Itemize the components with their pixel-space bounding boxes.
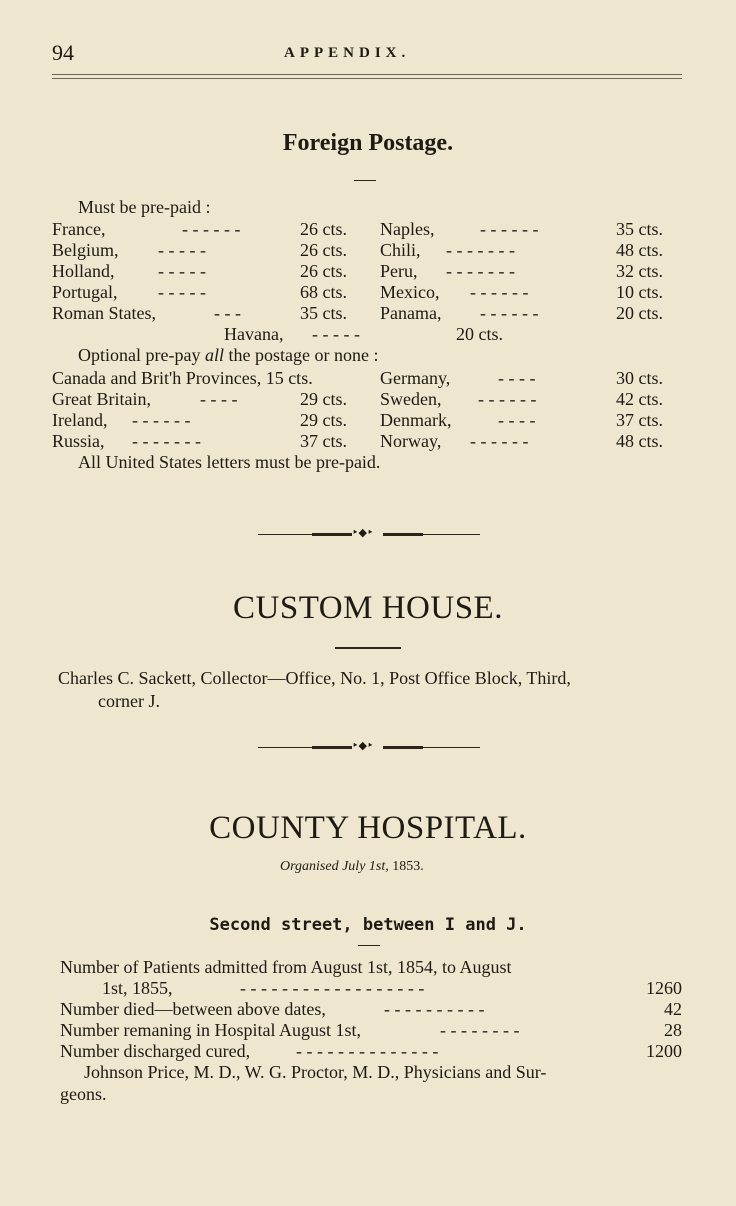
- price: 37 cts.: [616, 410, 663, 430]
- country: Mexico,: [380, 282, 440, 302]
- leaders: - - - -: [498, 368, 536, 388]
- price: 26 cts.: [300, 219, 347, 239]
- country: France,: [52, 219, 106, 239]
- price: 68 cts.: [300, 282, 347, 302]
- country: Naples,: [380, 219, 435, 239]
- price: 42 cts.: [616, 389, 663, 409]
- stat-label: 1st, 1855,: [102, 978, 173, 998]
- leaders: - - - - - -: [470, 431, 529, 451]
- country: Norway,: [380, 431, 442, 451]
- leaders: - - - - -: [312, 324, 360, 344]
- postage-row: [52, 367, 682, 389]
- leaders: - - -: [214, 303, 241, 323]
- leaders: - - - - - - -: [446, 261, 515, 281]
- price: 29 cts.: [300, 410, 347, 430]
- leaders: - - - - - - - - - -: [384, 999, 485, 1019]
- havana-row: [52, 323, 682, 345]
- custom-house-line-1: Charles C. Sackett, Collector—Office, No. 1, Post Office Block, Third,: [58, 668, 571, 688]
- postage-row: [52, 388, 682, 410]
- country: Ireland,: [52, 410, 108, 430]
- leaders: - - - - - -: [182, 219, 241, 239]
- price: 10 cts.: [616, 282, 663, 302]
- leaders: - - - -: [200, 389, 238, 409]
- country: Denmark,: [380, 410, 452, 430]
- stat-value: 42: [664, 999, 682, 1019]
- postage-row: [52, 218, 682, 240]
- leaders: - - - -: [498, 410, 536, 430]
- address-underline: [358, 945, 380, 946]
- price: 29 cts.: [300, 389, 347, 409]
- country: Peru,: [380, 261, 418, 281]
- stat-row: [60, 998, 682, 1020]
- leaders: - - - - - -: [480, 303, 539, 323]
- postage-row: [52, 260, 682, 282]
- stat-label: Number discharged cured,: [60, 1041, 251, 1061]
- price: 48 cts.: [616, 240, 663, 260]
- price: 48 cts.: [616, 431, 663, 451]
- leaders: - - - - - - - -: [440, 1020, 520, 1040]
- page-number: 94: [52, 40, 74, 65]
- header-rule: [52, 74, 682, 75]
- country: Havana,: [224, 324, 284, 344]
- running-header: APPENDIX.: [284, 45, 411, 61]
- leaders: - - - - - - -: [132, 431, 201, 451]
- header-rule-2: [52, 78, 682, 79]
- leaders: - - - - -: [158, 261, 206, 281]
- leaders: - - - - - -: [132, 410, 191, 430]
- leaders: - - - - - - - - - - - - - - - - - -: [240, 978, 425, 998]
- price: 35 cts.: [616, 219, 663, 239]
- leaders: - - - - -: [158, 282, 206, 302]
- stat-label: Number remaning in Hospital August 1st,: [60, 1020, 361, 1040]
- price: 26 cts.: [300, 240, 347, 260]
- country: Germany,: [380, 368, 451, 388]
- leaders: - - - - - - -: [446, 240, 515, 260]
- country: Roman States,: [52, 303, 156, 323]
- stat-row: [60, 1019, 682, 1041]
- price: 20 cts.: [456, 324, 503, 344]
- stat-row: [60, 956, 682, 978]
- title-underline: [354, 180, 376, 181]
- price: 26 cts.: [300, 261, 347, 281]
- country: Panama,: [380, 303, 442, 323]
- country: Russia,: [52, 431, 105, 451]
- price: 32 cts.: [616, 261, 663, 281]
- leaders: - - - - - -: [480, 219, 539, 239]
- stat-value: 28: [664, 1020, 682, 1040]
- country: Belgium,: [52, 240, 119, 260]
- postage-row: [52, 430, 682, 452]
- country: Holland,: [52, 261, 115, 281]
- stat-row: [60, 977, 682, 999]
- price: 37 cts.: [300, 431, 347, 451]
- country: Canada and Brit'h Provinces, 15 cts.: [52, 368, 313, 388]
- leaders: - - - - - -: [470, 282, 529, 302]
- prepaid-label: Must be pre-paid :: [78, 197, 211, 217]
- price: 20 cts.: [616, 303, 663, 323]
- country: Portugal,: [52, 282, 118, 302]
- country: Sweden,: [380, 389, 442, 409]
- postage-row: [52, 239, 682, 261]
- hospital-title: COUNTY HOSPITAL.: [209, 810, 527, 846]
- postage-row: [52, 281, 682, 303]
- price: 30 cts.: [616, 368, 663, 388]
- physicians-line-1: Johnson Price, M. D., W. G. Proctor, M. D., Physicians and Sur-: [84, 1062, 547, 1082]
- postage-row: [52, 302, 682, 324]
- custom-house-line-2: corner J.: [98, 691, 160, 711]
- leaders: - - - - -: [158, 240, 206, 260]
- stat-label: Number of Patients admitted from August 1st, 1854, to August: [60, 957, 512, 977]
- optional-label: Optional pre-pay all the postage or none :: [78, 345, 379, 365]
- stat-row: [60, 1040, 682, 1062]
- stat-value: 1260: [646, 978, 682, 998]
- title-underline: [335, 647, 401, 649]
- country: Great Britain,: [52, 389, 151, 409]
- physicians-line-2: geons.: [60, 1084, 107, 1104]
- prepaid-note: All United States letters must be pre-paid.: [78, 452, 381, 472]
- leaders: - - - - - -: [478, 389, 537, 409]
- book-page: 94 APPENDIX. Foreign Postage. Must be pre-paid : France, - - - - - - 26 cts. Naples, - - - - - - 35 cts. Belgium, - - - - - 26 cts. Chili, - - - - - - - 48 cts. Holland, - - - - - 26 cts. Peru, - - - - - - - 32 cts. Portugal, - - - - - 68 cts. Mexico, - - - - - - 10 cts. Roman States, - - - 35 cts. Panama, - - - - - - 20 cts. Havana, - - - - - 20 cts. Optional pre-pay all the postage or none : Canada and Brit'h Provinces, 15 cts. Germany, - - - - 30 cts. Great Britain, - - - - 29 cts. Sweden, - - - - - - 42 cts. Ireland, - - - - - - 29 cts. Denmark, - - - - 37 cts. Russia, - - - - - - - 37 cts. Norway, - - - - - - 48 cts. All United States letters must be pre-paid. ‣◆‣ CUSTOM HOUSE. Charles C. Sackett, Collector—Office, No. 1, Post Office Block, Third, corner J. ‣◆‣ COUNTY HOSPITAL. Organised July 1st, 1853. Second street, between I and J. Number of Patients admitted from August 1st, 1854, to August 1st, 1855, - - - - - - - - - - - - - - - - - - 1260 Number died—between above dates, - - - - - - - - - - 42 Number remaning in Hospital August 1st, - - - - - - - - 28 Number discharged cured, - - - - - - - - - - - - - - 1200 Johnson Price, M. D., W. G. Proctor, M. D., Physicians and Sur- geons.: [0, 0, 736, 1206]
- leaders: - - - - - - - - - - - - - -: [296, 1041, 439, 1061]
- price: 35 cts.: [300, 303, 347, 323]
- stat-value: 1200: [646, 1041, 682, 1061]
- country: Chili,: [380, 240, 421, 260]
- postage-title: Foreign Postage.: [282, 130, 454, 156]
- postage-row: [52, 409, 682, 431]
- hospital-address: Second street, between I and J.: [209, 915, 527, 935]
- stat-label: Number died—between above dates,: [60, 999, 326, 1019]
- organised-date: Organised July 1st, 1853.: [280, 859, 424, 874]
- custom-house-title: CUSTOM HOUSE.: [233, 590, 503, 626]
